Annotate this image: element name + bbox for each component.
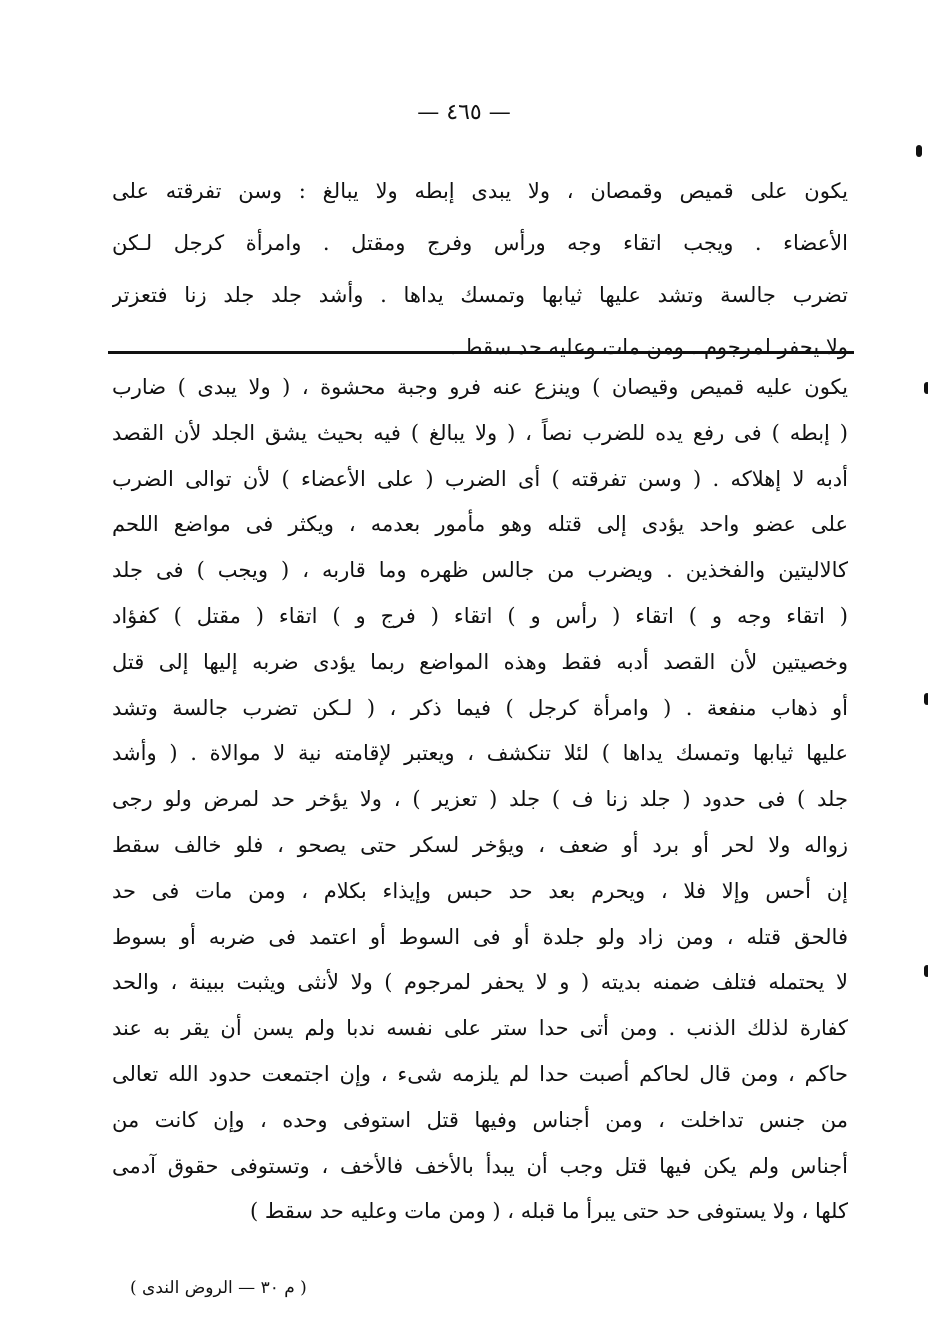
commentary-line: يكون عليه قميص وقيصان ) وينزع عنه فرو وجبة محشوة ، ( ولا يبدى ) ضارب xyxy=(112,375,848,399)
commentary-line: جلد ) فى حدود ( جلد زنا ف ) جلد ( تعزير ) ، ولا يؤخر حد لمرض ولو رجى xyxy=(112,787,848,812)
margin-mark xyxy=(924,965,928,977)
commentary-line: ( إبطه ) فى رفع يده للضرب نصاً ، ( ولا يبالغ ) فيه بحيث يشق الجلد لأن القصد xyxy=(112,420,848,445)
main-text-line: الأعضاء . ويجب اتقاء وجه ورأس وفرج ومقتل . وامرأة كرجل لـكن xyxy=(112,231,848,255)
commentary-line: أجناس ولم يكن فيها قتل وجب أن يبدأ بالأخف فالأخف ، وتستوفى حقوق آدمى xyxy=(112,1153,848,1178)
commentary-line: حاكم ، ومن قال لحاكم أصبت حدا لم يلزمه شىء ، وإن اجتمعت حدود الله تعالى xyxy=(112,1061,848,1086)
commentary-line: من جنس تداخلت ، ومن أجناس وفيها قتل استوفى وحده ، وإن كانت من xyxy=(112,1107,848,1132)
commentary-line: على عضو واحد يؤدى إلى قتله وهو مأمور بعدمه ، ويكثر فى مواضع اللحم xyxy=(112,512,848,537)
commentary-line: زواله ولا لحر أو برد أو ضعف ، ويؤخر لسكر حتى يصحو ، فلو خالف سقط xyxy=(112,832,848,857)
commentary-line: فالحق قتله ، ومن زاد ولو جلدة أو فى السوط أو اعتمد فى ضربه أو بسوط xyxy=(112,924,848,949)
commentary-line: وخصيتين لأن القصد أدبه فقط وهذه المواضع ربما يؤدى ضربه إليها إلى قتل xyxy=(112,649,848,674)
commentary-line: كالاليتين والفخذين . ويضرب من جالس ظهره وما قاربه ، ( ويجب ) فى جلد xyxy=(112,558,848,583)
commentary-line: كفارة لذلك الذنب . ومن أتى حدا ستر على نفسه ندبا ولم يسن أن يقر به عند xyxy=(112,1016,848,1041)
commentary-line: أو ذهاب منفعة . ( وامرأة كرجل ) فيما ذكر ، ( لـكن تضرب جالسة وتشد xyxy=(112,695,848,720)
page-number: — ٤٦٥ — xyxy=(417,100,511,125)
margin-mark xyxy=(924,693,928,705)
commentary-line: إن أحس وإلا فلا ، ويحرم بعد حد حبس وإيذاء بكلام ، ومن مات فى حد xyxy=(112,878,848,903)
margin-mark xyxy=(924,382,928,394)
main-text-line: ولا يحفر لمرجوم . ومن مات وعليه حد سقط . xyxy=(449,335,848,359)
commentary-line: كلها ، ولا يستوفى حد حتى يبرأ ما قبله ، ( ومن مات وعليه حد سقط ) xyxy=(249,1199,848,1224)
commentary-line: لا يحتمله فتلف ضمنه بديته ( و لا يحفر لمرجوم ) ولا لأنثى ويثبت ببينة ، والحد xyxy=(112,970,848,995)
commentary-line: عليها ثيابها وتمسك يداها ) لئلا تنكشف ، ويعتبر لإقامته نية لا موالاة . ( وأشد xyxy=(112,741,848,766)
main-text xyxy=(112,165,848,373)
section-divider xyxy=(108,351,854,354)
commentary-line: ( اتقاء وجه و ) اتقاء ( رأس و ) اتقاء ( فرج و ) اتقاء ( مقتل ) كفؤاد xyxy=(112,603,848,628)
footer-signature: ( م ٣٠ — الروض الندى ) xyxy=(130,1278,307,1298)
margin-mark xyxy=(916,145,922,157)
commentary-text xyxy=(112,365,848,1235)
main-text-line: تضرب جالسة وتشد عليها ثيابها وتمسك يداها . وأشد جلد جلد زنا فتعزتر xyxy=(112,283,848,307)
commentary-line: أدبه لا إهلاكه . ( وسن تفرقته ) أى الضرب ( على الأعضاء ) لأن توالى الضرب xyxy=(112,466,848,491)
main-text-line: يكون على قميص وقمصان ، ولا يبدى إبطه ولا يبالغ : وسن تفرقته على xyxy=(112,179,848,203)
